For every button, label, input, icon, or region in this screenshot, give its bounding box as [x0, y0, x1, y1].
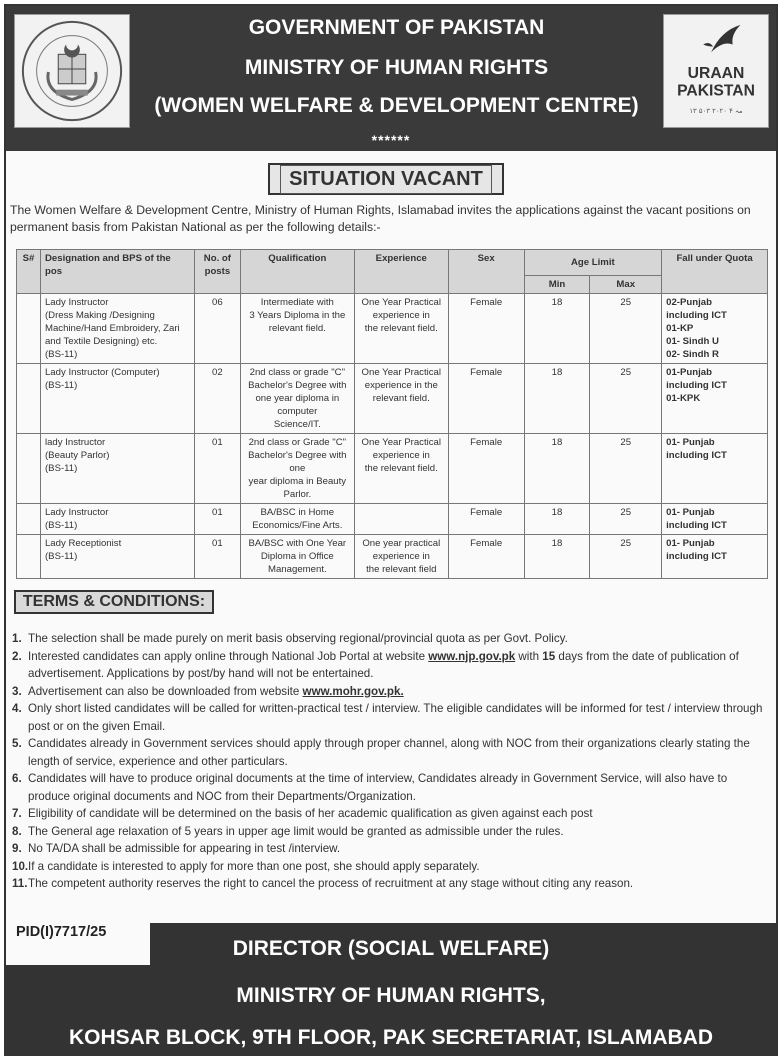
terms-conditions-title: TERMS & CONDITIONS:	[14, 590, 214, 614]
col-header-age-min: Min	[524, 276, 590, 294]
footer-banner	[6, 923, 776, 1054]
cell-qualification: BA/BSC in Home Economics/Fine Arts.	[240, 504, 354, 535]
term-text: Eligibility of candidate will be determined on the basis of her academic qualification as given against each post	[28, 807, 593, 820]
uraan-pakistan-logo	[663, 14, 769, 128]
cell-sno	[17, 294, 41, 364]
col-header-sex: Sex	[448, 250, 524, 294]
term-text: with	[515, 649, 543, 663]
cell-designation: Lady Receptionist (BS-11)	[40, 535, 194, 579]
col-header-experience: Experience	[354, 250, 448, 294]
cell-sex: Female	[448, 294, 524, 364]
cell-sex: Female	[448, 535, 524, 579]
uraan-logo-subtext: ۱۳ مہ ۴ ۲۰۲۰ ۵۰۳	[689, 107, 743, 116]
advertisement-frame	[4, 4, 778, 1056]
header-stars: ******	[371, 132, 411, 148]
eagle-icon	[711, 25, 740, 52]
term-number: 10.	[12, 859, 29, 873]
term-text: Advertisement can also be downloaded from website	[28, 684, 303, 698]
term-number: 1.	[12, 632, 22, 645]
cell-age-min: 18	[524, 535, 590, 579]
term-item	[12, 875, 772, 893]
cell-designation: lady Instructor (Beauty Parlor) (BS-11)	[40, 434, 194, 504]
cell-age-max: 25	[590, 434, 662, 504]
col-header-designation: Designation and BPS of the pos	[40, 250, 194, 294]
terms-list	[12, 630, 772, 893]
term-item	[12, 683, 772, 701]
cell-experience: One Year Practical experience in the relevant field.	[354, 364, 448, 434]
cell-quota: 01-Punjab including ICT 01-KPK	[662, 364, 768, 434]
term-text: Only short listed candidates will be called for written-practical test / interview. The eligible candidates will be informed for test / interview through post or on the given Email.	[28, 702, 763, 733]
cell-sex: Female	[448, 434, 524, 504]
cell-age-min: 18	[524, 434, 590, 504]
cell-experience: One Year Practical experience in the relevant field.	[354, 434, 448, 504]
ministry-emblem-logo	[14, 14, 130, 128]
cell-sno	[17, 434, 41, 504]
col-header-qualification: Qualification	[240, 250, 354, 294]
term-item	[12, 735, 772, 770]
intro-paragraph: The Women Welfare & Development Centre, Ministry of Human Rights, Islamabad invites the applications against the vacant positions on permanent basis from Pakistan National as per the following details:-	[10, 203, 751, 234]
cell-posts: 06	[194, 294, 240, 364]
cell-quota: 01- Punjab including ICT	[662, 535, 768, 579]
cell-age-min: 18	[524, 504, 590, 535]
term-number: 11.	[12, 877, 28, 890]
table-row	[17, 294, 768, 364]
term-number: 7.	[12, 807, 22, 820]
cell-designation: Lady Instructor (BS-11)	[40, 504, 194, 535]
vacancy-table	[16, 249, 768, 579]
cell-sex: Female	[448, 364, 524, 434]
cell-sno	[17, 364, 41, 434]
cell-posts: 01	[194, 535, 240, 579]
cell-quota: 01- Punjab including ICT	[662, 504, 768, 535]
table-row	[17, 504, 768, 535]
term-item	[12, 648, 772, 683]
term-text: The General age relaxation of 5 years in upper age limit would be granted as admissible under the rules.	[28, 824, 564, 838]
term-number: 5.	[12, 737, 22, 750]
term-item	[12, 700, 772, 735]
term-text: The selection shall be made purely on merit basis observing regional/provincial quota as per Govt. Policy.	[28, 632, 568, 645]
cell-age-min: 18	[524, 294, 590, 364]
cell-age-max: 25	[590, 535, 662, 579]
table-row	[17, 535, 768, 579]
uraan-logo-word-2: PAKISTAN	[677, 82, 755, 100]
table-header-row	[17, 250, 768, 276]
cell-qualification: Intermediate with 3 Years Diploma in the relevant field.	[240, 294, 354, 364]
cell-experience	[354, 504, 448, 535]
cell-quota: 01- Punjab including ICT	[662, 434, 768, 504]
term-item	[12, 805, 772, 823]
cell-qualification: 2nd class or grade "C" Bachelor's Degree with one year diploma in computer Science/IT.	[240, 364, 354, 434]
table-row	[17, 364, 768, 434]
term-text: Candidates will have to produce original documents at the time of interview, Candidates already in Government Service, will also have to produce original documents and NOC from their Departments/Organization.	[28, 772, 728, 803]
cell-experience: One year practical experience in the relevant field	[354, 535, 448, 579]
cell-age-max: 25	[590, 364, 662, 434]
footer-ministry: MINISTRY OF HUMAN RIGHTS,	[236, 984, 546, 1007]
term-number: 3.	[12, 684, 22, 698]
term-text: No TA/DA shall be admissible for appearing in test /interview.	[28, 842, 341, 855]
term-item	[12, 858, 772, 876]
cell-age-min: 18	[524, 364, 590, 434]
cell-sno	[17, 504, 41, 535]
col-header-quota: Fall under Quota	[662, 250, 768, 294]
term-text: If a candidate is interested to apply for more than one post, she should apply separately.	[28, 859, 480, 873]
term-text: Candidates already in Government services should apply through proper channel, along with NOC from their organizations clearly stating the length of service, experience and other particulars.	[28, 737, 750, 768]
footer-director: DIRECTOR (SOCIAL WELFARE)	[232, 937, 550, 960]
term-item	[12, 840, 772, 858]
term-days: 15	[542, 649, 556, 663]
term-website-link[interactable]: www.mohr.gov.pk.	[302, 684, 404, 698]
term-number: 6.	[12, 772, 22, 785]
col-header-sno: S#	[17, 250, 41, 294]
cell-designation: Lady Instructor (Dress Making /Designing Machine/Hand Embroidery, Zari and Textile Designing) etc. (BS-11)	[40, 294, 194, 364]
cell-posts: 02	[194, 364, 240, 434]
term-number: 4.	[12, 702, 22, 715]
cell-quota: 02-Punjab including ICT 01-KP 01- Sindh U 02- Sindh R	[662, 294, 768, 364]
term-text: The competent authority reserves the right to cancel the process of recruitment at any stage without citing any reason.	[28, 877, 634, 890]
cell-sno	[17, 535, 41, 579]
cell-qualification: BA/BSC with One Year Diploma in Office Management.	[240, 535, 354, 579]
term-text: Interested candidates can apply online through National Job Portal at website	[28, 649, 429, 663]
state-emblem-icon	[15, 15, 129, 127]
col-header-posts: No. of posts	[194, 250, 240, 294]
cell-posts: 01	[194, 504, 240, 535]
term-item	[12, 630, 772, 648]
cell-age-max: 25	[590, 294, 662, 364]
col-header-age-limit: Age Limit	[524, 250, 662, 276]
col-header-age-max: Max	[590, 276, 662, 294]
term-website-link[interactable]: www.njp.gov.pk	[428, 649, 516, 663]
cell-age-max: 25	[590, 504, 662, 535]
footer-address: KOHSAR BLOCK, 9TH FLOOR, PAK SECRETARIAT, ISLAMABAD	[69, 1026, 713, 1049]
pid-number: PID(I)7717/25	[16, 924, 107, 940]
term-number: 2.	[12, 649, 22, 663]
term-item	[12, 770, 772, 805]
header-line-ministry: MINISTRY OF HUMAN RIGHTS	[244, 56, 549, 79]
cell-sex: Female	[448, 504, 524, 535]
cell-qualification: 2nd class or Grade "C" Bachelor's Degree with one year diploma in Beauty Parlor.	[240, 434, 354, 504]
term-number: 8.	[12, 824, 22, 838]
table-row	[17, 434, 768, 504]
header-banner	[6, 6, 776, 151]
situation-vacant-title: SITUATION VACANT	[268, 163, 504, 195]
cell-experience: One Year Practical experience in the relevant field.	[354, 294, 448, 364]
term-number: 9.	[12, 842, 22, 855]
term-text: days from the date of publication of advertisement. Applications by post/by hand will not be entertained.	[28, 649, 739, 680]
cell-posts: 01	[194, 434, 240, 504]
header-line-government: GOVERNMENT OF PAKISTAN	[248, 16, 545, 39]
header-line-centre: (WOMEN WELFARE & DEVELOPMENT CENTRE)	[154, 94, 639, 117]
uraan-logo-word-1: URAAN	[687, 64, 745, 82]
term-item	[12, 823, 772, 841]
cell-designation: Lady Instructor (Computer) (BS-11)	[40, 364, 194, 434]
